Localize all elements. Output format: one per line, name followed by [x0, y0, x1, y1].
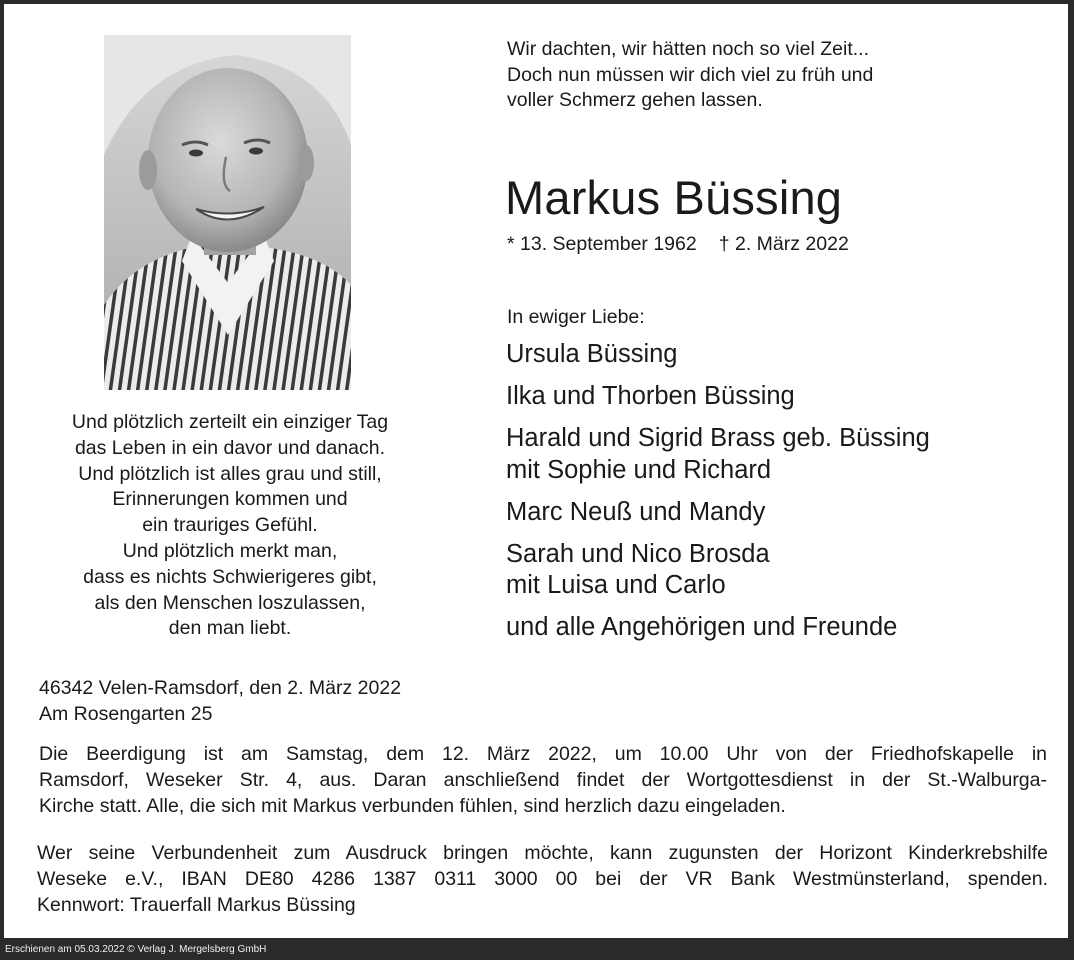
mourner-line: und alle Angehörigen und Freunde [506, 613, 898, 641]
mourner-group [506, 612, 930, 644]
intro-verse [507, 37, 873, 114]
mourner-group [506, 539, 930, 602]
funeral-line: Ramsdorf, Weseker Str. 4, aus. Daran anschließend findet der Wortgottesdienst in der St.-Walburga- [39, 769, 1047, 791]
poem-line: das Leben in ein davor und danach. [74, 436, 386, 459]
mourner-line: mit Luisa und Carlo [506, 571, 726, 599]
address-block [39, 675, 401, 727]
portrait-photo [104, 35, 351, 390]
publication-footer: Erschienen am 05.03.2022 © Verlag J. Mergelsberg GmbH [5, 944, 267, 955]
mourner-line: Harald und Sigrid Brass geb. Büssing [506, 424, 930, 452]
birth-date: * 13. September 1962 [507, 233, 697, 255]
mourners-label: In ewiger Liebe: [507, 306, 645, 328]
donation-information [37, 840, 1048, 918]
mourner-group [506, 381, 930, 413]
poem-line: den man liebt. [168, 617, 292, 640]
mourner-line: Sarah und Nico Brosda [506, 539, 770, 568]
mourners-list [506, 339, 930, 654]
poem-line: ein trauriges Gefühl. [142, 514, 318, 537]
poem-line: Und plötzlich ist alles grau und still, [78, 462, 382, 485]
intro-line: voller Schmerz gehen lassen. [507, 89, 763, 111]
intro-line: Doch nun müssen wir dich viel zu früh und [507, 63, 874, 86]
funeral-line: Die Beerdigung ist am Samstag, dem 12. März 2022, um 10.00 Uhr von der Friedhofskapelle in [39, 743, 1047, 765]
mourner-line: Ilka und Thorben Büssing [506, 382, 795, 410]
mourner-group [506, 339, 930, 371]
death-date: † 2. März 2022 [718, 233, 849, 255]
poem-line: dass es nichts Schwierigeres gibt, [83, 565, 377, 588]
donation-line: Weseke e.V., IBAN DE80 4286 1387 0311 3000 00 bei der VR Bank Westmünsterland, spenden. [37, 868, 1048, 890]
intro-line: Wir dachten, wir hätten noch so viel Zeit... [507, 38, 869, 60]
donation-line: Wer seine Verbundenheit zum Ausdruck bringen möchte, kann zugunsten der Horizont Kinderkrebshilfe [37, 842, 1048, 864]
poem-line: Und plötzlich merkt man, [122, 539, 338, 562]
memorial-poem [30, 410, 430, 642]
donation-line: Kennwort: Trauerfall Markus Büssing [37, 894, 356, 916]
obituary-notice [4, 4, 1068, 938]
address-line: 46342 Velen-Ramsdorf, den 2. März 2022 [39, 677, 402, 699]
funeral-information [39, 741, 1047, 819]
mourner-line: Ursula Büssing [506, 340, 678, 368]
funeral-line: Kirche statt. Alle, die sich mit Markus verbunden fühlen, sind herzlich dazu eingeladen. [39, 795, 786, 817]
poem-line: Und plötzlich zerteilt ein einziger Tag [71, 411, 389, 433]
life-dates [507, 231, 849, 257]
poem-line: als den Menschen loszulassen, [94, 591, 366, 614]
mourner-line: Marc Neuß und Mandy [506, 497, 766, 526]
deceased-name: Markus Büssing [505, 171, 843, 224]
address-line: Am Rosengarten 25 [39, 703, 213, 725]
mourner-line: mit Sophie und Richard [506, 455, 772, 484]
poem-line: Erinnerungen kommen und [112, 488, 348, 511]
mourner-group [506, 423, 930, 486]
mourner-group [506, 497, 930, 529]
